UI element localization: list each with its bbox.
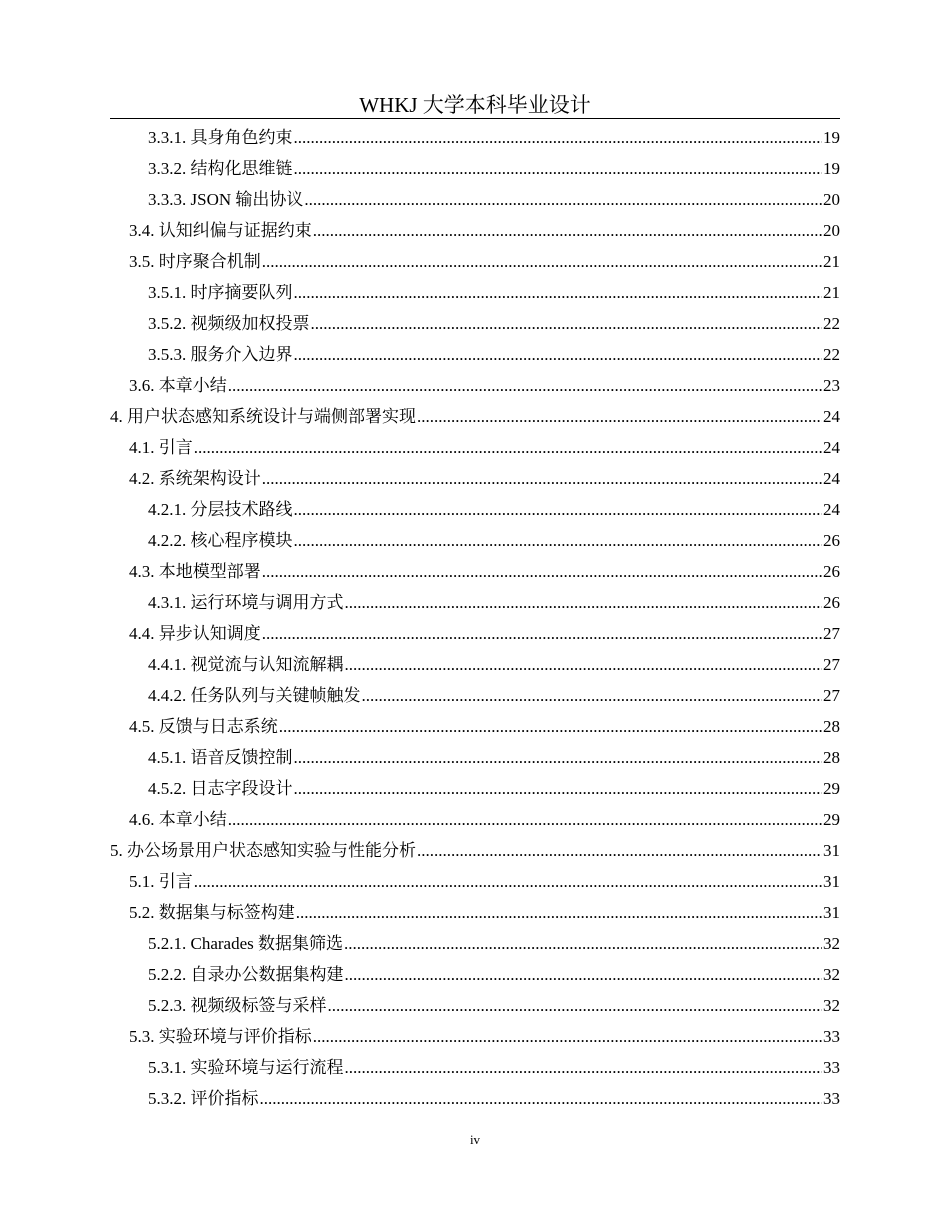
toc-dot-leader [313, 215, 822, 246]
toc-entry[interactable] [110, 432, 840, 463]
toc-entry[interactable] [110, 494, 840, 525]
toc-entry-page-number: 19 [823, 159, 840, 178]
toc-entry[interactable] [110, 339, 840, 370]
toc-entry-page-number: 26 [823, 593, 840, 612]
toc-entry[interactable] [110, 308, 840, 339]
toc-entry-page-number: 31 [823, 872, 840, 891]
toc-dot-leader [228, 370, 822, 401]
toc-entry-page-number: 19 [823, 128, 840, 147]
toc-entry[interactable] [110, 866, 840, 897]
toc-entry-page-number: 24 [823, 469, 840, 488]
toc-entry-title: 3.3.1. 具身角色约束 [148, 128, 293, 147]
toc-entry-page-number: 29 [823, 810, 840, 829]
toc-entry-title: 5.3. 实验环境与评价指标 [129, 1027, 312, 1046]
toc-dot-leader [362, 680, 823, 711]
toc-entry-page-number: 29 [823, 779, 840, 798]
toc-entry[interactable] [110, 959, 840, 990]
toc-dot-leader [345, 1052, 823, 1083]
toc-entry-title: 4.2. 系统架构设计 [129, 469, 261, 488]
toc-entry[interactable] [110, 525, 840, 556]
toc-dot-leader [294, 153, 823, 184]
toc-entry-page-number: 33 [823, 1058, 840, 1077]
toc-entry-page-number: 20 [823, 221, 840, 240]
footer-page-number: iv [469, 1132, 481, 1147]
toc-dot-leader [417, 835, 822, 866]
toc-entry-page-number: 31 [823, 903, 840, 922]
toc-entry-title: 5.3.1. 实验环境与运行流程 [148, 1058, 344, 1077]
toc-dot-leader [294, 122, 823, 153]
toc-entry-title: 4.4.1. 视觉流与认知流解耦 [148, 655, 344, 674]
toc-entry[interactable] [110, 463, 840, 494]
toc-entry-page-number: 22 [823, 314, 840, 333]
toc-entry[interactable] [110, 649, 840, 680]
toc-entry[interactable] [110, 928, 840, 959]
running-header-title: WHKJ 大学本科毕业设计 [359, 93, 591, 117]
toc-entry-title: 5.2. 数据集与标签构建 [129, 903, 295, 922]
toc-entry-page-number: 28 [823, 717, 840, 736]
toc-entry-title: 4.4.2. 任务队列与关键帧触发 [148, 686, 361, 705]
toc-entry[interactable] [110, 556, 840, 587]
toc-dot-leader [296, 897, 822, 928]
toc-dot-leader [262, 246, 822, 277]
toc-entry[interactable] [110, 804, 840, 835]
toc-entry[interactable] [110, 1021, 840, 1052]
toc-entry[interactable] [110, 122, 840, 153]
toc-dot-leader [228, 804, 822, 835]
toc-entry[interactable] [110, 370, 840, 401]
toc-entry-title: 3.3.2. 结构化思维链 [148, 159, 293, 178]
toc-entry-page-number: 20 [823, 190, 840, 209]
toc-dot-leader [294, 525, 823, 556]
toc-entry-title: 3.5.3. 服务介入边界 [148, 345, 293, 364]
toc-entry-title: 4.3. 本地模型部署 [129, 562, 261, 581]
toc-entry-page-number: 32 [823, 965, 840, 984]
toc-entry-page-number: 24 [823, 500, 840, 519]
toc-entry-page-number: 32 [823, 934, 840, 953]
toc-entry[interactable] [110, 835, 840, 866]
toc-entry[interactable] [110, 246, 840, 277]
toc-dot-leader [262, 463, 822, 494]
toc-entry[interactable] [110, 680, 840, 711]
toc-dot-leader [262, 618, 822, 649]
toc-dot-leader [304, 184, 822, 215]
toc-entry-page-number: 24 [823, 438, 840, 457]
toc-dot-leader [313, 1021, 822, 1052]
toc-entry-page-number: 28 [823, 748, 840, 767]
toc-entry-title: 5.2.2. 自录办公数据集构建 [148, 965, 344, 984]
toc-dot-leader [345, 959, 823, 990]
toc-dot-leader [328, 990, 823, 1021]
toc-dot-leader [194, 432, 822, 463]
toc-entry-page-number: 33 [823, 1027, 840, 1046]
toc-dot-leader [294, 494, 823, 525]
toc-dot-leader [345, 587, 823, 618]
toc-entry-page-number: 27 [823, 655, 840, 674]
toc-entry[interactable] [110, 277, 840, 308]
toc-entry-page-number: 26 [823, 531, 840, 550]
toc-entry-page-number: 26 [823, 562, 840, 581]
toc-entry-title: 3.5.2. 视频级加权投票 [148, 314, 310, 333]
toc-entry-page-number: 27 [823, 624, 840, 643]
toc-entry[interactable] [110, 587, 840, 618]
toc-dot-leader [294, 339, 823, 370]
toc-dot-leader [294, 277, 823, 308]
toc-entry-title: 4.5.1. 语音反馈控制 [148, 748, 293, 767]
toc-dot-leader [194, 866, 822, 897]
toc-entry-title: 4.2.1. 分层技术路线 [148, 500, 293, 519]
toc-entry-page-number: 24 [823, 407, 840, 426]
toc-dot-leader [262, 556, 822, 587]
toc-entry-page-number: 22 [823, 345, 840, 364]
toc-entry[interactable] [110, 401, 840, 432]
toc-entry-title: 3.5. 时序聚合机制 [129, 252, 261, 271]
toc-entry[interactable] [110, 711, 840, 742]
table-of-contents [110, 122, 840, 1114]
toc-entry[interactable] [110, 897, 840, 928]
toc-entry[interactable] [110, 184, 840, 215]
toc-dot-leader [279, 711, 822, 742]
toc-entry[interactable] [110, 1083, 840, 1114]
toc-entry-page-number: 27 [823, 686, 840, 705]
toc-entry-title: 3.3.3. JSON 输出协议 [148, 190, 304, 209]
toc-dot-leader [294, 742, 823, 773]
toc-entry-title: 4.3.1. 运行环境与调用方式 [148, 593, 344, 612]
toc-entry-title: 4.2.2. 核心程序模块 [148, 531, 293, 550]
toc-entry-title: 4.6. 本章小结 [129, 810, 227, 829]
toc-entry-title: 5.2.1. Charades 数据集筛选 [148, 934, 344, 953]
toc-entry-title: 4.5. 反馈与日志系统 [129, 717, 278, 736]
toc-entry-title: 5. 办公场景用户状态感知实验与性能分析 [110, 841, 416, 860]
toc-entry[interactable] [110, 1052, 840, 1083]
toc-dot-leader [344, 928, 822, 959]
toc-entry-title: 4. 用户状态感知系统设计与端侧部署实现 [110, 407, 416, 426]
toc-entry[interactable] [110, 618, 840, 649]
toc-dot-leader [294, 773, 823, 804]
toc-entry-title: 3.6. 本章小结 [129, 376, 227, 395]
toc-entry-page-number: 21 [823, 283, 840, 302]
toc-dot-leader [345, 649, 823, 680]
toc-entry-title: 3.4. 认知纠偏与证据约束 [129, 221, 312, 240]
header-divider [110, 118, 840, 119]
toc-entry[interactable] [110, 990, 840, 1021]
toc-entry-title: 5.3.2. 评价指标 [148, 1089, 259, 1108]
toc-entry-page-number: 33 [823, 1089, 840, 1108]
toc-dot-leader [260, 1083, 823, 1114]
toc-entry-page-number: 31 [823, 841, 840, 860]
toc-entry-title: 4.4. 异步认知调度 [129, 624, 261, 643]
toc-dot-leader [311, 308, 823, 339]
toc-entry[interactable] [110, 742, 840, 773]
toc-entry-title: 3.5.1. 时序摘要队列 [148, 283, 293, 302]
toc-entry-title: 4.5.2. 日志字段设计 [148, 779, 293, 798]
toc-entry-title: 4.1. 引言 [129, 438, 193, 457]
toc-entry-page-number: 32 [823, 996, 840, 1015]
toc-entry[interactable] [110, 215, 840, 246]
toc-entry[interactable] [110, 773, 840, 804]
toc-dot-leader [417, 401, 822, 432]
toc-entry-title: 5.1. 引言 [129, 872, 193, 891]
toc-entry-title: 5.2.3. 视频级标签与采样 [148, 996, 327, 1015]
toc-entry-page-number: 23 [823, 376, 840, 395]
toc-entry[interactable] [110, 153, 840, 184]
toc-entry-page-number: 21 [823, 252, 840, 271]
